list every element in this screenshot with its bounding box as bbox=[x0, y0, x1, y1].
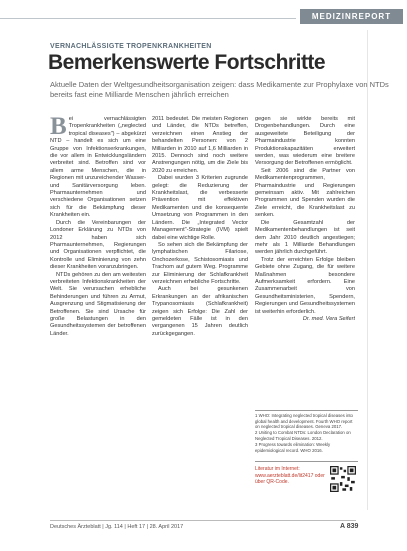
footnote: 3 Progress towards elimination: Weekly epidemiological record. WHO 2016. bbox=[255, 441, 331, 453]
article-kicker: VERNACHLÄSSIGTE TROPENKRANKHEITEN bbox=[50, 43, 212, 50]
qr-code-icon[interactable] bbox=[330, 466, 356, 492]
author-signature: Dr. med. Vera Seifert bbox=[302, 315, 355, 322]
paragraph: Seit 2006 sind die Partner von Medikamentenprogrammen, Pharmaindustrie und Regierungen gemeinsam aktiv. Mit zahlreichen Programmen und Spenden wurden die Ziele erreicht, die Krankheitslast zu senken. bbox=[255, 167, 355, 219]
header-rule bbox=[0, 18, 296, 19]
footnote-rule bbox=[255, 410, 358, 411]
paragraph: Dabei wurden 3 Kriterien zugrunde gelegt: die Reduzierung der Krankheitslast, die verbesserte Prävention mit effektiven Medikamenten und die konsequente Umsetzung von Programmen in den Ländern. Die „Integrated Vector Management"-Strategie (IVM) spielt dabei eine wichtige Rolle. bbox=[152, 175, 248, 241]
footnote: 2 Uniting to Combat NTDs: London Declaration on Neglected Tropical Diseases. 2012. bbox=[255, 430, 351, 441]
article-headline: Bemerkenswerte Fortschritte bbox=[48, 51, 326, 74]
text-column-3 bbox=[255, 116, 355, 406]
text-column-1 bbox=[50, 116, 146, 514]
section-rubric: MEDIZINREPORT bbox=[300, 9, 403, 24]
paragraph: NTDs gehören zu den am weitesten verbreiteten Infektionskrankheiten der Welt. Sie verursachen erhebliche Behinderungen und führen zu Armut, Ausgrenzung und Stigmatisierung der Betroffenen. Sie sind Ursache für große Belastungen in den Gesundheitssystemen der betroffenen Länder. bbox=[50, 271, 146, 337]
paragraph: Durch die Vereinbarungen der Londoner Erklärung zu NTDs von 2012 haben sich Pharmaunternehmen, Regierungen und Organisationen verpflichtet, die Kontrolle und Eliminierung von zehn dieser Krankheiten voranzubringen. bbox=[50, 219, 146, 271]
text-column-2 bbox=[152, 116, 248, 459]
margin-divider bbox=[367, 30, 368, 510]
footnote: 1 WHO: Integrating neglected tropical diseases into global health and development. Fourth WHO report on neglected tropical diseases. Geneva 2017. bbox=[255, 413, 353, 430]
article-lead: Aktuelle Daten der Weltgesundheitsorganisation zeigen: dass Medikamente zur Prophylaxe von NTDs bereits fast eine Milliarde Menschen jährlich erreichen bbox=[50, 80, 389, 99]
journal-citation: Deutsches Ärzteblatt | Jg. 114 | Heft 17 | 28. April 2017 bbox=[50, 524, 184, 530]
paragraph: ei vernachlässigten Tropenkrankheiten („neglected tropical diseases") – abgekürzt NTD – handelt es sich um eine Gruppe von Infektionserkrankungen, die vor allem in Entwicklungsländern verbreitet sind. Betroffen sind vor allem arme Menschen, die in Regionen mit unzureichender Wasser- und Sanitärversorgung leben. Pharmaunternehmen und verschiedene Organisationen setzen sich für die Bekämpfung dieser Krankheiten ein. bbox=[50, 116, 146, 219]
qr-rule bbox=[255, 461, 358, 462]
literature-link-text[interactable]: Literatur im Internet: www.aerzteblatt.de/lit2417 oder über QR-Code. bbox=[255, 466, 325, 486]
footnotes bbox=[255, 413, 358, 454]
paragraph: Trotz der erreichten Erfolge bleiben Gebiete ohne Zugang, die für weitere Maßnahmen besondere Aufmerksamkeit erfordern. Eine Zusammenarbeit von Gesundheitsministerien, Spendern, Regierungen und Gesundheitssystemen ist weiterhin erforderlich. bbox=[255, 256, 355, 315]
page-number: A 839 bbox=[340, 523, 359, 530]
header-bar bbox=[0, 0, 407, 24]
paragraph: So sehen sich die Bekämpfung der lymphatischen Filariose, Onchozerkose, Schistosomiasis und Trachom auf gutem Weg. Programme zur Eliminierung der Schlafkrankheit verzeichnen erhebliche Fortschritte. bbox=[152, 241, 248, 285]
paragraph: Auch bei gesunkenen Erkrankungen an der afrikanischen Trypanosomiasis (Schlafkrankheit) zeigen sich Erfolge: Die Zahl der gemeldeten Fälle ist in den vergangenen 15 Jahren deutlich zurückgegangen. bbox=[152, 286, 248, 337]
paragraph: 2011 bedeutet. Die meisten Regionen und Länder, die NTDs betreffen, verzeichnen einen Anstieg der behandelten Personen: von 2 Milliarden in 2010 auf 1,6 Milliarden in 2015. Dennoch sind noch weitere Anstrengungen nötig, um die Ziele bis 2020 zu erreichen. bbox=[152, 116, 248, 174]
drop-cap: B bbox=[50, 116, 67, 140]
paragraph: Die Gesamtzahl der Medikamentenbehandlungen ist seit dem Jahr 2010 deutlich angestiegen; mehr als 1 Milliarde Behandlungen werden jährlich durchgeführt. bbox=[255, 219, 355, 256]
footer-rule bbox=[50, 520, 356, 521]
paragraph: gegen sie wirkte bereits mit Drogenbehandlungen. Durch eine ausgeweitete Beteiligung der Pharmaindustrie konnten Produktionskapazitäten erweitert werden, was wiederum eine breitere Versorgung der Betroffenen ermöglicht. bbox=[255, 116, 355, 167]
